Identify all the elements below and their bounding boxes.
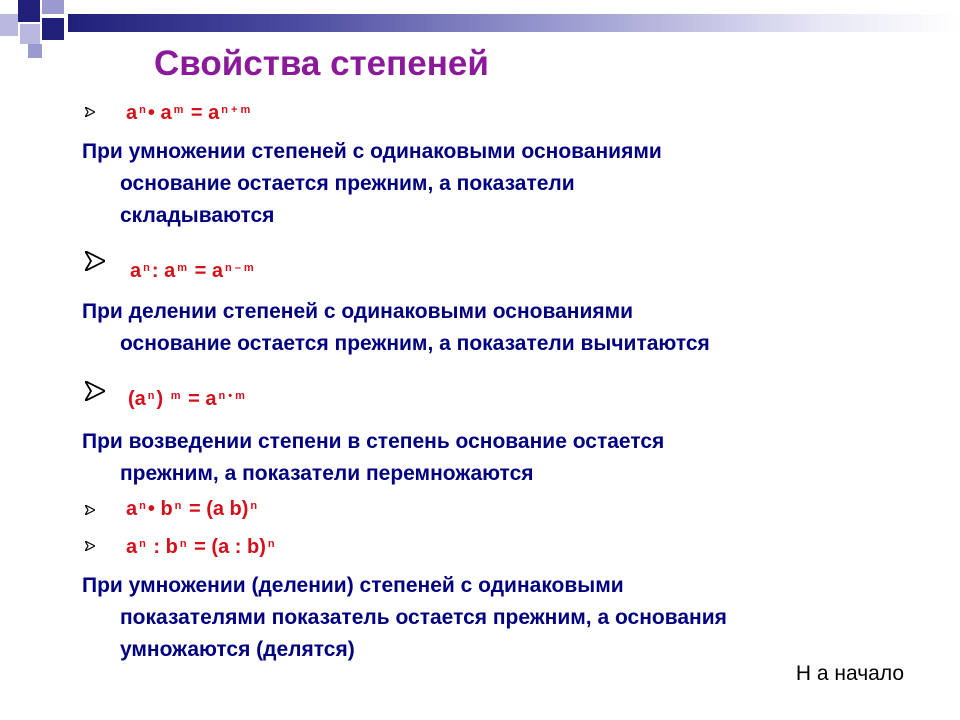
- formula-product-same-base: a $^n$ • a $^m$ = a $^{n + m}$: [126, 102, 251, 124]
- arrowhead-bullet-icon: [84, 250, 106, 272]
- formula-power-of-power: (a $^n$ ) $^m$ = a $^{n • m}$: [128, 388, 245, 410]
- arrowhead-bullet-icon: [84, 504, 96, 516]
- arrowhead-bullet-icon: [84, 380, 106, 402]
- header-square: [28, 44, 42, 58]
- header-square: [42, 18, 64, 40]
- header-square: [20, 24, 40, 44]
- header-square: [42, 0, 64, 14]
- slide-title: Свойства степеней: [154, 44, 489, 83]
- header-gradient-bar: [68, 14, 960, 32]
- formula-quotient-same-base: a $^n$ : a $^m$ = a $^{n - m}$: [130, 260, 254, 282]
- header-square: [0, 14, 18, 36]
- formula-product-same-exponent: a $^n$ • b $^n$ = (a b) $^n$: [126, 498, 258, 520]
- header-square: [18, 0, 40, 22]
- back-to-start-link[interactable]: Н а начало: [795, 662, 904, 685]
- rule-description: При делении степеней с одинаковыми основаниями основание остается прежним, а показатели вычитаются: [82, 300, 710, 355]
- arrowhead-bullet-icon: [84, 106, 96, 118]
- rule-description: При умножении (делении) степеней с одинаковыми показателями показатель остается прежним, а основания умножаются (делятся): [82, 574, 727, 661]
- arrowhead-bullet-icon: [84, 540, 96, 552]
- formula-quotient-same-exponent: a $^n$ : b $^n$ = (a : b) $^n$: [126, 536, 275, 558]
- rule-description: При умножении степеней с одинаковыми основаниями основание остается прежним, а показатели складываются: [82, 140, 662, 227]
- rule-description: При возведении степени в степень основание остается прежним, а показатели перемножаются: [82, 430, 665, 485]
